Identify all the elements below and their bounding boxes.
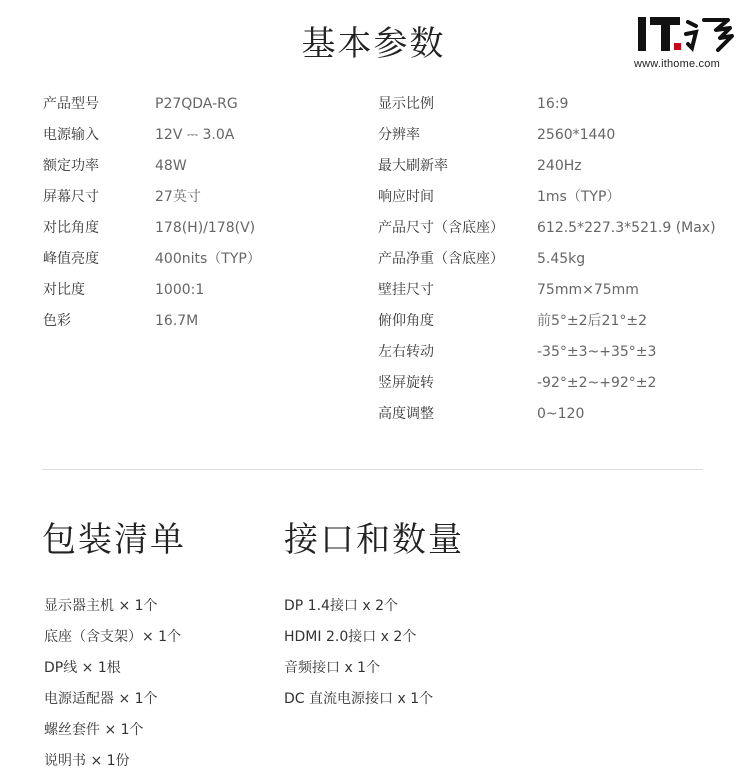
spec-label: 竖屏旋转 xyxy=(378,375,434,391)
list-item: 音频接口 x 1个 xyxy=(284,660,381,676)
list-item: DP 1.4接口 x 2个 xyxy=(284,598,399,614)
spec-value: P27QDA-RG xyxy=(155,96,238,112)
ithome-logo xyxy=(634,12,738,74)
spec-label: 产品尺寸（含底座） xyxy=(378,220,504,236)
spec-value: 240Hz xyxy=(537,158,582,174)
spec-value: 2560*1440 xyxy=(537,127,616,143)
spec-label: 对比度 xyxy=(43,282,85,298)
spec-value: 5.45kg xyxy=(537,251,586,267)
ports-title: 接口和数量 xyxy=(284,520,464,560)
spec-label: 最大刷新率 xyxy=(378,158,448,174)
list-item: 螺丝套件 × 1个 xyxy=(44,722,144,738)
list-item: 显示器主机 × 1个 xyxy=(44,598,158,614)
spec-value: 27英寸 xyxy=(155,189,201,205)
list-item: HDMI 2.0接口 x 2个 xyxy=(284,629,417,645)
spec-label: 色彩 xyxy=(43,313,71,329)
ports-list xyxy=(284,594,433,718)
spec-value: 0~120 xyxy=(537,406,585,422)
spec-label: 峰值亮度 xyxy=(43,251,99,267)
spec-value: -92°±2~+92°±2 xyxy=(537,375,657,391)
spec-value: 前5°±2后21°±2 xyxy=(537,313,647,329)
logo-mark xyxy=(636,14,736,54)
spec-label: 高度调整 xyxy=(378,406,434,422)
spec-value: 48W xyxy=(155,158,187,174)
list-item: 电源适配器 × 1个 xyxy=(44,691,158,707)
spec-table xyxy=(0,91,747,431)
logo-url: www.ithome.com xyxy=(634,58,720,70)
spec-label: 对比角度 xyxy=(43,220,99,236)
spec-label: 产品型号 xyxy=(43,96,99,112)
spec-value: 1000:1 xyxy=(155,282,205,298)
spec-value: 400nits（TYP） xyxy=(155,251,261,267)
spec-label: 壁挂尺寸 xyxy=(378,282,434,298)
list-item: 说明书 × 1份 xyxy=(44,753,130,769)
list-item: DC 直流电源接口 x 1个 xyxy=(284,691,434,707)
spec-label: 左右转动 xyxy=(378,344,434,360)
spec-value: -35°±3~+35°±3 xyxy=(537,344,657,360)
spec-value: 16.7M xyxy=(155,313,199,329)
spec-value: 612.5*227.3*521.9 (Max) xyxy=(537,220,716,236)
section-divider xyxy=(42,469,703,470)
spec-value: 16:9 xyxy=(537,96,569,112)
spec-label: 分辨率 xyxy=(378,127,420,143)
spec-label: 俯仰角度 xyxy=(378,313,434,329)
logo-icon xyxy=(636,14,736,54)
package-list xyxy=(44,594,181,780)
page-title: 基本参数 xyxy=(301,24,446,64)
spec-label: 显示比例 xyxy=(378,96,434,112)
spec-value: 178(H)/178(V) xyxy=(155,220,256,236)
list-item: DP线 × 1根 xyxy=(44,660,121,676)
list-item: 底座（含支架）× 1个 xyxy=(44,629,182,645)
spec-label: 额定功率 xyxy=(43,158,99,174)
package-title: 包装清单 xyxy=(42,520,186,560)
spec-label: 响应时间 xyxy=(378,189,434,205)
spec-label: 电源输入 xyxy=(43,127,99,143)
spec-value: 1ms（TYP） xyxy=(537,189,621,205)
spec-label: 屏幕尺寸 xyxy=(43,189,99,205)
spec-value: 75mm×75mm xyxy=(537,282,639,298)
spec-label: 产品净重（含底座） xyxy=(378,251,504,267)
spec-value: 12V ⎓ 3.0A xyxy=(155,127,235,143)
